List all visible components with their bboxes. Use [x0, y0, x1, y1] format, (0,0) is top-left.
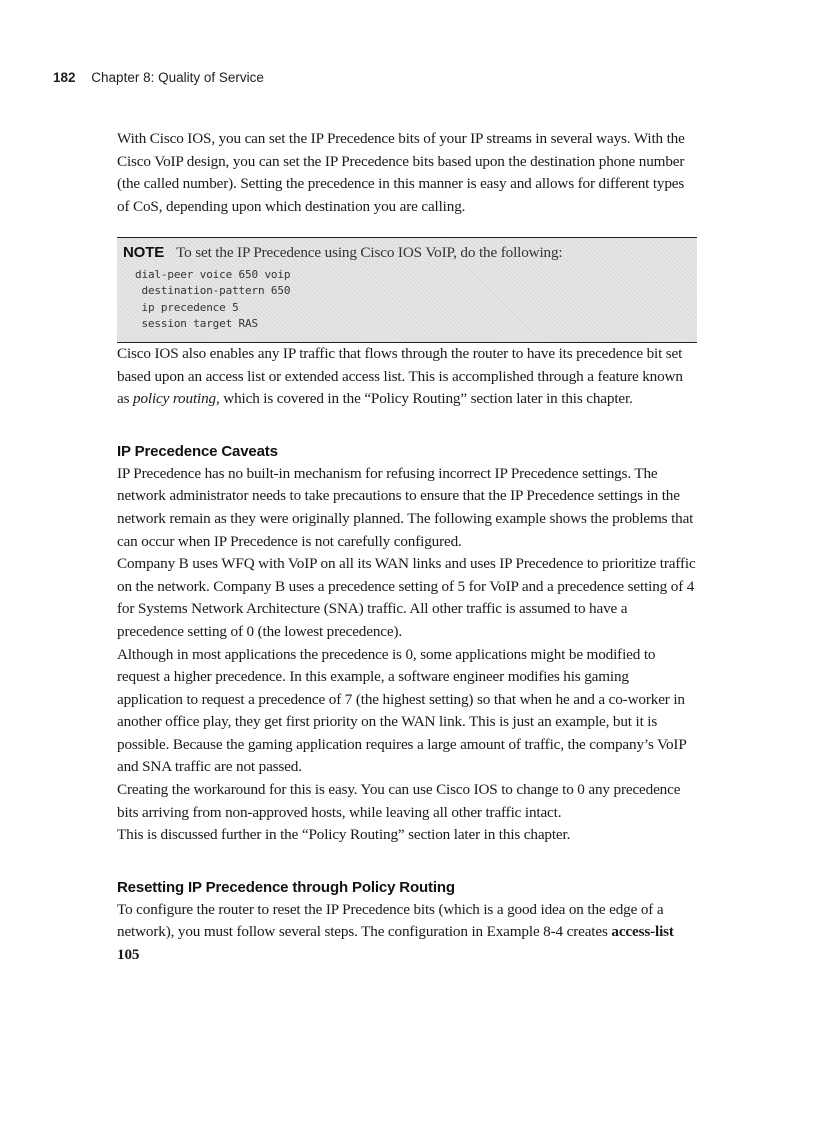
reset-paragraph: [117, 899, 697, 967]
caveats-paragraph-1: IP Precedence has no built-in mechanism for refusing incorrect IP Precedence settings. The network administrator needs to take precautions to ensure that the IP Precedence settings in the network remain as they were originally planned. The following example shows the problems that can occur when IP Precedence is not carefully configured.: [117, 464, 694, 550]
chapter-title: Chapter 8: Quality of Service: [91, 70, 264, 85]
page-header: [53, 70, 264, 85]
access-list-105: access-list 105: [117, 923, 674, 964]
page-number: 182: [53, 70, 76, 85]
access-list-text-b: which is covered in the “Policy Routing” section later in this chapter.: [219, 390, 633, 408]
caveats-paragraph-2: Company B uses WFQ with VoIP on all its WAN links and uses IP Precedence to prioritize traffic on the network. Company B uses a precedence setting of 5 for VoIP and a precedence setting of 4 for Systems Network Architecture (SNA) traffic. All other traffic is assumed to have a precedence setting of 0 (the lowest precedence).: [117, 555, 696, 640]
reset-heading: Resetting IP Precedence through Policy Routing: [117, 878, 455, 896]
caveats-paragraph-4-line-a: Creating the workaround for this is easy. You can use Cisco IOS to change to 0 any precedence bits arriving from non-approved hosts, while leaving all other traffic intact.: [117, 781, 681, 821]
access-list-paragraph: [117, 343, 697, 411]
note-text: To set the IP Precedence using Cisco IOS VoIP, do the following:: [176, 244, 563, 262]
caveats-paragraph-4: [117, 779, 697, 847]
access-list-text-a: Cisco IOS also enables any IP traffic that flows through the router to have its precedence bit set based upon an access list or extended access list. This is accomplished through a feature known as: [117, 344, 683, 408]
note-label: NOTE: [123, 244, 165, 262]
caveats-paragraph-4-line-b: This is discussed further in the “Policy Routing” section later in this chapter.: [117, 826, 571, 844]
note-box: [117, 237, 697, 343]
intro-paragraph: With Cisco IOS, you can set the IP Precedence bits of your IP streams in several ways. With the Cisco VoIP design, you can set the IP Precedence bits based upon the destination phone number (the called number). Setting the precedence in this manner is easy and allows for different types of CoS, depending upon which destination you are calling.: [117, 130, 685, 215]
policy-routing-term: policy routing,: [133, 390, 220, 408]
caveats-heading: IP Precedence Caveats: [117, 442, 278, 460]
reset-text: To configure the router to reset the IP Precedence bits (which is a good idea on the edge of a network), you must follow several steps. The configuration in Example 8-4 creates: [117, 900, 664, 941]
page-body: [117, 128, 697, 967]
caveats-paragraph-3: Although in most applications the precedence is 0, some applications might be modified to request a higher precedence. In this example, a software engineer modifies his gaming application to request a precedence of 7 (the highest setting) so that when he and a co-worker in another office play, they get first priority on the WAN link. This is just an example, but it is possible. Because the gaming application requires a large amount of traffic, the company’s VoIP and SNA traffic are not passed.: [117, 645, 687, 776]
code-block: dial-peer voice 650 voip destination-pattern 650 ip precedence 5 session target RAS: [135, 267, 291, 331]
note-line: [123, 242, 691, 265]
